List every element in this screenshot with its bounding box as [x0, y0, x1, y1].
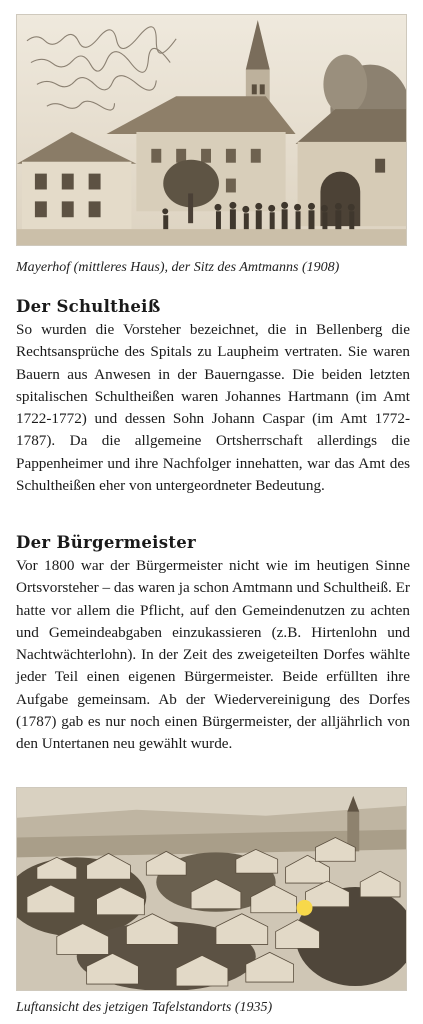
photo-caption-top: Mayerhof (mittleres Haus), der Sitz des Amtmanns (1908)	[16, 260, 340, 275]
photo-aerial-image	[17, 788, 406, 990]
photo-aerial-view	[16, 787, 407, 991]
location-marker-icon	[297, 900, 313, 916]
section-heading-buergermeister: Der Bürgermeister	[16, 533, 197, 552]
photo-caption-bottom: Luftansicht des jetzigen Tafelstandorts (1935)	[16, 1000, 273, 1015]
photo-mayerhof	[16, 14, 407, 246]
section-heading-schultheiss: Der Schultheiß	[16, 297, 161, 316]
photo-mayerhof-image	[17, 15, 406, 245]
section-text-buergermeister: Vor 1800 war der Bürgermeister nicht wie im heutigen Sinne Ortsvorsteher – das waren ja schon Amtmann und Schultheiß. Er hatte vor allem die Pflicht, auf den Gemeindenutzen zu achten und Gemeindeabgaben einzukassieren (z.B. Hirtenlohn und Nachtwächterlohn). In der Zeit des zweigeteilten Dorfes wählte jeder Teil einen eigenen Bürgermeister. Beide erfüllten ihre Aufgabe gemeinsam. Ab der Wiedervereinigung des Dorfes (1787) gab es nur noch einen Bürgermeister, der alljährlich von den Untertanen neu gewählt wurde.	[16, 557, 410, 753]
section-text-schultheiss: So wurden die Vorsteher bezeichnet, die in Bellenberg die Rechtsansprüche des Spitals zu Laupheim vertraten. Sie waren Bauern aus Anwesen in der Bauerngasse. Die beiden letzten spitalischen Schultheißen waren Johannes Hartmann (im Amt 1722-1772) und dessen Sohn Johann Caspar (im Amt 1772-1787). Da die allgemeine Ortsherrschaft allerdings die Pappenheimer und ihre Nachfolger innehatten, war das Amt des Schultheißen eher von untergeordneter Bedeutung.	[16, 321, 410, 495]
